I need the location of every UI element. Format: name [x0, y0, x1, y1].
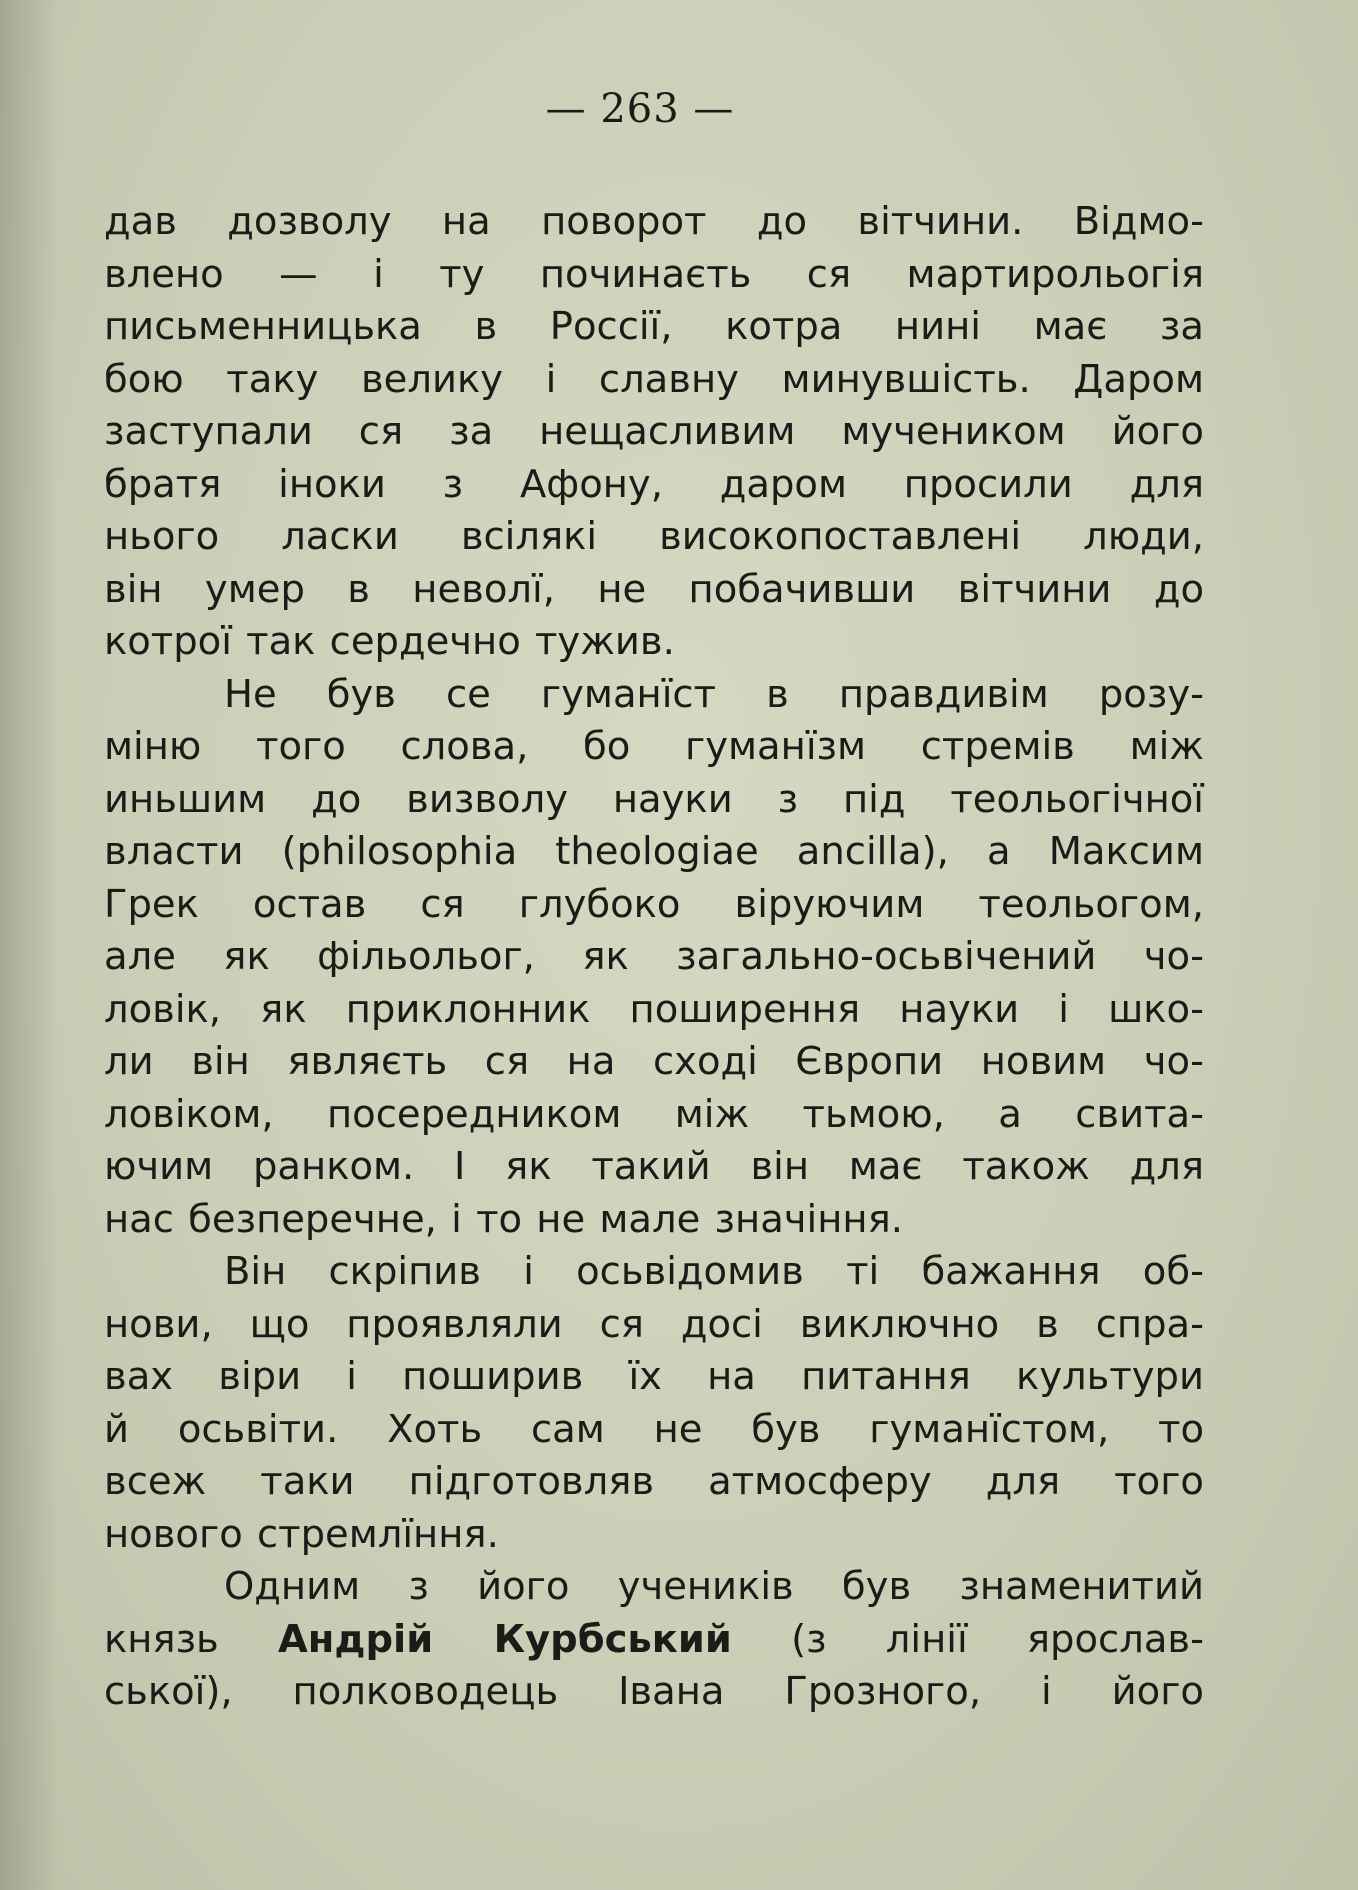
text-line: ючим ранком. І як такий він має також для: [104, 1144, 1204, 1189]
bold-name: Андрій Курбський: [277, 1616, 732, 1662]
text-line: дав дозволу на поворот до вітчини. Відмо-: [104, 199, 1204, 244]
text-line: він умер в неволї, не побачивши вітчини до: [104, 566, 1204, 612]
text-line: ловіком, посередником між тьмою, а свита-: [104, 1091, 1204, 1137]
text-line: братя іноки з Афону, даром просили для: [104, 461, 1204, 507]
text-line: міню того слова, бо гуманїзм стремів між: [104, 724, 1204, 769]
text-line: нови, що проявляли ся досі виключно в спра-: [104, 1301, 1204, 1347]
text-line: письменницька в Россії, котра нині має за: [104, 304, 1204, 349]
text-line: котрої так сердечно тужив.: [104, 619, 675, 664]
text-fragment: князь: [104, 1616, 219, 1662]
text-fragment: (з лінії ярослав-: [791, 1616, 1204, 1662]
text-line: заступали ся за нещасливим мучеником його: [104, 409, 1204, 454]
page-number: — 263 —: [545, 86, 735, 132]
text-line: ловік, як приклонник поширення науки і шко-: [104, 986, 1204, 1032]
text-line: нового стремлїння.: [104, 1511, 499, 1557]
body-text: [104, 196, 1204, 1719]
text-line: Одним з його учеників був знаменитий: [224, 1564, 1204, 1609]
text-line: нас безперечне, і то не мале значіння.: [104, 1196, 903, 1242]
text-line: всеж таки підготовляв атмосферу для того: [104, 1459, 1204, 1504]
text-line: й осьвіти. Хоть сам не був гуманїстом, то: [104, 1406, 1204, 1452]
text-line: ли він являєть ся на сході Європи новим чо-: [104, 1039, 1204, 1084]
text-line: Він скріпив і осьвідомив ті бажання об-: [224, 1249, 1204, 1294]
text-line: Грек остав ся глубоко віруючим теольогом,: [104, 881, 1204, 927]
text-line: власти (philosophia theologiae ancilla), а Максим: [104, 829, 1204, 874]
text-line: але як фільольог, як загально-осьвічений чо-: [104, 934, 1204, 979]
text-line-with-bold-name: [104, 1614, 1204, 1667]
text-line: ської), полководець Івана Грозного, і його: [104, 1669, 1204, 1714]
text-line: вах віри і поширив їх на питання культури: [104, 1354, 1204, 1399]
text-line: бою таку велику і славну минувшість. Даром: [104, 356, 1204, 402]
page-edge-shadow: [0, 0, 60, 1890]
text-line: Не був се гуманїст в правдивім розу-: [224, 671, 1204, 717]
text-line: влено — і ту починаєть ся мартирольогія: [104, 251, 1204, 297]
text-line: иньшим до визволу науки з під теольогічної: [104, 776, 1204, 822]
text-line: нього ласки всілякі високопоставлені люди,: [104, 514, 1204, 559]
